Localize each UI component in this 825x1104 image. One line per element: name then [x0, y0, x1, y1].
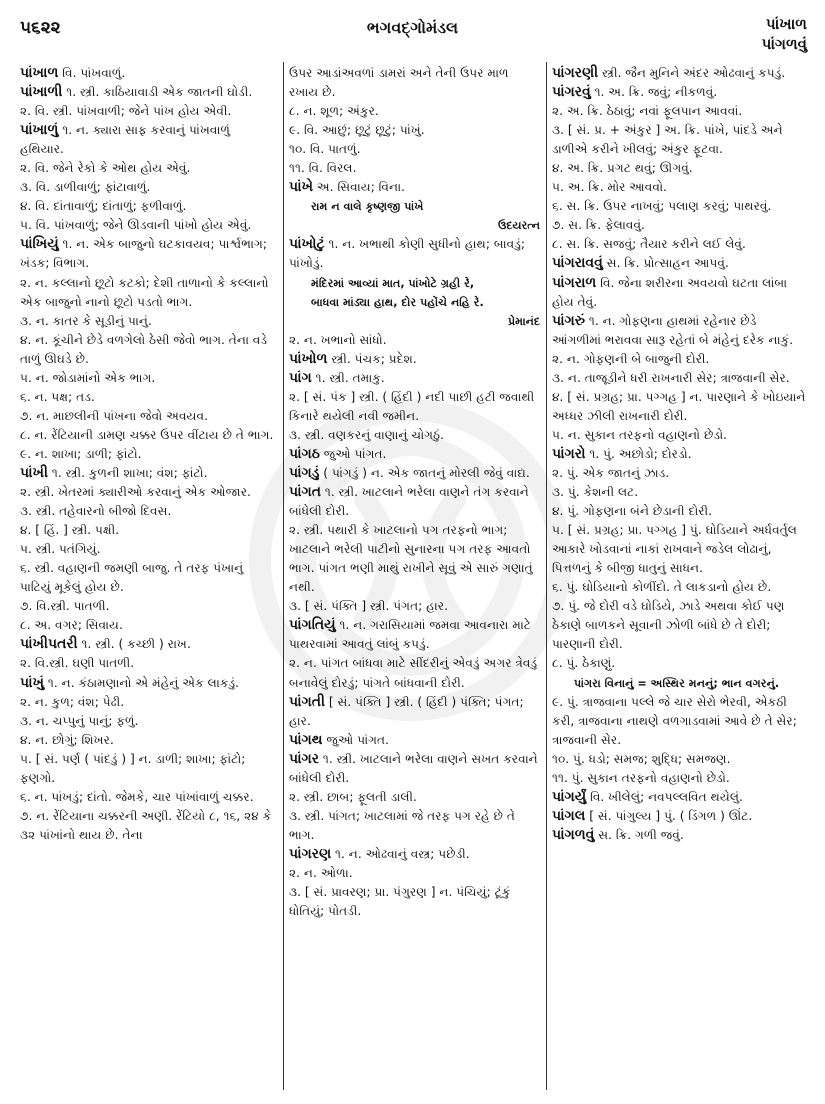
sense-line: ૨. વિ. જેને રેકો કે ઓથ હોય એવું.: [20, 161, 191, 176]
headword: પાંગથ: [289, 731, 323, 748]
definition-text: વિ. જેના શરીરના અવયવો ઘટતા લાંબા હોય તેવું.: [552, 275, 788, 309]
sense-line: ૫. [ સં. પ્રગ્રહ; પ્રા. પગ્ગહ ] પું. ઘોડિયાને અર્ધવર્તુલ આકારે ખોડવાનાં નાકાં રાખવાને જડેલ લોઢાનું, પિત્તળનું કે બીજી ધાતુનું સાધન.: [552, 523, 797, 576]
definition-text: ૧. ન. કંઠામણાનો એ મંહેનું એક લાકડું.: [44, 675, 240, 690]
headword: પાંગરણી: [552, 65, 599, 81]
definition-text: વિ. ખીલેલું; નવપલ્લવિત થયેલું.: [586, 789, 743, 804]
sense-line: ઉપર આડાંઅવળાં ડામરાં અને તેની ઉપર માળ રખાય છે.: [289, 66, 509, 100]
sense-line: ૯. ન. શાખા; ડાળી; ફાંટો.: [20, 446, 142, 461]
definition-text: ૧. પું. અછોડો; દોરડો.: [585, 446, 692, 461]
dictionary-entry: [552, 64, 808, 83]
definition-text: ૧. અ. ક્રિ. જવું; નીકળવું.: [590, 85, 718, 100]
sense-line: ૭. ન. રેંટિયાના ચક્કરની અણી. રેંટિયો ૮, ૧૬, ૨૪ કે ૩૨ પાંખાંનો થાય છે. તેના: [20, 808, 272, 842]
column-divider-left: [283, 62, 284, 1090]
dictionary-entry: [552, 254, 808, 273]
running-title: ભગવદ્ગોમંડલ: [366, 18, 459, 37]
dictionary-entry: [552, 312, 808, 350]
headword: પાંગડું: [289, 464, 320, 481]
headword: પાંગર: [289, 750, 319, 767]
headword: પાંગઠ: [289, 445, 320, 462]
sense-line: ૫. [ સં. પર્ણ ( પાંદડું ) ] ન. ડાળી; શાખા; ફાંટો; ફણગો.: [20, 751, 246, 785]
dictionary-entry: [20, 64, 277, 83]
dictionary-entry: [289, 445, 540, 464]
dictionary-entry: [552, 788, 808, 807]
sense-line: ૮. ન. રેંટિયાની ડામણ ચક્કર ઉપર વીંટાય છે તે ભાગ.: [20, 427, 274, 442]
definition-text: ૧. ન. ક્યારા સાફ કરવાનું પાંખવાળું હથિયાર.: [20, 123, 231, 157]
sense-line: ૮. અ. વગર; સિવાય.: [20, 618, 123, 633]
definition-text: [ સં. પાંગુલ્ય ] પું. ( ડિંગળ ) ઊંટ.: [585, 808, 753, 823]
definition-text: ૧. સ્ત્રી. ખાટલાને ભરેલા વાણને સખત કરવાને બાંધેલી દોરી.: [289, 751, 538, 785]
sense-line: ૪. ન. કૂંચીને છેડે વળગેલો ઠેસી જેવો ભાગ. તેના વડે તાળું ઊઘડે છે.: [20, 332, 268, 366]
dictionary-entry: [552, 274, 808, 312]
definition-text: અ. સિવાય; વિના.: [313, 180, 405, 195]
dictionary-entry: [552, 826, 808, 845]
example-quotation: [289, 274, 540, 293]
definition-text: ૧. સ્ત્રી. કાઠિયાવાડી એક જાતની ઘોડી.: [62, 85, 253, 100]
sense-line: ૫. ન. સુકાન તરફનો વહાણનો છેડો.: [552, 427, 727, 442]
dictionary-column-3: [552, 64, 808, 1094]
definition-text: ૧. સ્ત્રી. તમાકુ.: [311, 370, 385, 385]
headword: પાંગરાવવું: [552, 255, 603, 272]
definition-text: ૧. ન. ઓઢવાનું વસ્ત્ર; પછેડી.: [331, 846, 470, 861]
definition-text: સ. ક્રિ. ગળી જવું.: [594, 827, 684, 842]
dictionary-entry: [20, 464, 277, 483]
sense-line: ૩. સ્ત્રી. વણકરનું વાણાનું ચોગઠું.: [289, 427, 444, 442]
sense-line: ૨. વિ. સ્ત્રી. પાંખવાળી; જેને પાંખ હોય એવી.: [20, 104, 232, 119]
definition-text: ૧. ન. ખભાથી કોણી સુધીનો હાથ; બાવડું; પાંખોડું.: [289, 237, 526, 271]
sense-line: ૧૦. વિ. પાતળું.: [289, 142, 361, 157]
sense-line: ૨. સ્ત્રી. ખેતરમાં ક્યારીઓ કરવાનું એક ઓજાર.: [20, 485, 251, 500]
quotation-line: મંદિરમાં આવ્યાં માત, પાંખોટે ગ્રહી રે,: [311, 276, 475, 290]
sense-line: ૩. સ્ત્રી. તહેવારનો બીજો દિવસ.: [20, 504, 172, 519]
sense-line: ૨. પું. એક જાતનું ઝાડ.: [552, 465, 670, 480]
headword: પાંખાળ: [20, 65, 59, 81]
sense-line: ૭. વિ.સ્ત્રી. પાતળી.: [20, 599, 110, 614]
sense-line: ૧૧. વિ. વિરલ.: [289, 161, 357, 176]
sense-line: ૬. ન. પાંખડું; દાંતો. જેમકે, ચાર પાંખાંવાળું ચક્કર.: [20, 789, 254, 804]
dictionary-entry: [552, 807, 808, 826]
dictionary-entry: [289, 235, 540, 273]
sense-line: ૬. ન. પક્ષ; તડ.: [20, 389, 95, 404]
definition-text: ૧. ન. ગોફણના હાથમાં રહેનાર છેડે આંગળીમાં ભરાવવા સારૂ રહેતાં બે મંહેનું દરેક નાકું.: [552, 313, 794, 347]
sense-line: ૭. સ. ક્રિ. ફેલાવવું.: [552, 218, 645, 233]
sense-line: ૨. અ. ક્રિ. ઠેઠાવું; નવાં ફૂલપાન આવવાં.: [552, 104, 743, 119]
dictionary-entry: [289, 369, 540, 388]
headword: પાંખોટું: [289, 236, 325, 253]
sense-line: ૨. ન. કુળ; વંશ; પેઢી.: [20, 694, 125, 709]
quotation-line: પાંગરા વિનાનું = અસ્થિર મનનું; ભાન વગરનું.: [574, 676, 780, 690]
sense-line: ૫. ન. જોડામાંનો એક ભાગ.: [20, 370, 156, 385]
headword: પાંખું: [20, 674, 45, 691]
headword: પાંગરાળ: [552, 274, 597, 291]
dictionary-entry: [20, 235, 277, 273]
definition-text: ૧. સ્ત્રી. ખાટલાને ભરેલા વાણને તંગ કરવાને બાંધેલી દોરી.: [289, 485, 529, 519]
sense-line: ૬. સ. ક્રિ. ઉપર નાખવું; પલાણ કરવું; પાથરવું.: [552, 199, 772, 214]
sense-line: ૧૧. પું. સુકાન તરફનો વહાણનો છેડો.: [552, 770, 730, 785]
sense-line: ૨. ન. ગોફણની બે બાજુની દોરી.: [552, 351, 710, 366]
quotation-source: ઉદયરત્ન: [498, 219, 540, 233]
definition-text: જુઓ પાંગત.: [319, 446, 387, 461]
guide-word-last: પાંગળવું: [761, 35, 807, 53]
dictionary-entry: [289, 464, 540, 483]
headword: પાંખી: [20, 464, 49, 481]
sense-line: ૮. ન. શૂળ; અંકુર.: [289, 104, 379, 119]
definition-text: સ. ક્રિ. પ્રોત્સાહન આપવું.: [602, 256, 729, 271]
guide-word-first: પાંખાળ: [765, 15, 807, 33]
headword: પાંગત: [289, 484, 322, 501]
sense-line: ૮. સ. ક્રિ. સજવું; તૈયાર કરીને લઈ લેવું.: [552, 237, 746, 252]
example-quotation: [289, 197, 540, 235]
sense-line: ૫. અ. ક્રિ. મોર આવવો.: [552, 180, 667, 195]
headword: પાંખિયું: [20, 236, 59, 253]
definition-text: ૧. ન. એક બાજુનો ઘટકાવયવ; પાર્શ્વભાગ; ખંડક; વિભાગ.: [20, 237, 268, 271]
headword: પાંખોળ: [289, 350, 328, 367]
definition-text: વિ. પાંખવાળું.: [58, 66, 126, 80]
dictionary-entry: [289, 693, 540, 731]
headword: પાંખાળી: [20, 84, 63, 101]
sense-line: ૩. ન. કાતર કે સૂડીનું પાનું.: [20, 313, 152, 328]
sense-line: ૧૦. પું. ધડો; સમજ; શુદ્ધિ; સમજણ.: [552, 751, 731, 766]
sense-line: ૨. સ્ત્રી. છાબ; ફૂલતી ડાલી.: [289, 789, 417, 804]
sense-line: ૩. ન. ચપ્પુનું પાનું; ફળું.: [20, 713, 139, 728]
sense-line: ૪. પું. ગોફણના બંને છેડાની દોરી.: [552, 504, 712, 519]
dictionary-column-2: [289, 64, 540, 1094]
sense-line: ૪. વિ. દાંતાવાળું; દાંતાળું; ફળીવાળું.: [20, 199, 187, 214]
dictionary-entry: [20, 635, 277, 654]
sense-line: ૫. સ્ત્રી. પતંગિયું.: [20, 542, 101, 557]
sense-line: ૭. પું. જે દોરી વડે ઘોડિયે, ઝાડે અથવા કોઈ પણ ઠેકાણે બાળકને સૂવાની ઝોળી બાંધે છે તે દોરી; પારણાની દોરી.: [552, 599, 785, 652]
definition-text: સ્ત્રી. પંચક; પ્રદેશ.: [327, 351, 417, 366]
headword: પાંગ: [289, 369, 312, 386]
example-quotation: [552, 674, 808, 693]
dictionary-entry: [289, 845, 540, 864]
headword: પાંખાળું: [20, 122, 59, 139]
headword: પાંગરું: [552, 312, 585, 329]
dictionary-entry: [552, 83, 808, 102]
sense-line: ૨. ન. પાંગત બાંધવા માટે સીંદરીનું એવડું અગર ત્રેવડું બનાવેલું દોરડું; પાંગતે બાંધવાની દોરી.: [289, 656, 538, 690]
definition-text: સ્ત્રી. જૈન મુનિને અંદર ઓઢવાનું કપડું.: [598, 66, 786, 80]
sense-line: ૯. પું. ત્રાજવાના પલ્લે જે ચાર સેરો ભેરવી, એકઠી કરી, ત્રાજવાના નાથણે વળગાડવામાં આવે છે તે સેર; ત્રાજવાની સેર.: [552, 694, 797, 747]
sense-line: ૩. [ સં. પ્રાવરણ; પ્રા. પંગુરણ ] ન. પંચિયું; ટૂંકું ધોતિયું; પોતડી.: [289, 885, 511, 919]
sense-line: ૪. [ હિં. ] સ્ત્રી. પક્ષી.: [20, 523, 120, 538]
quotation-source: પ્રેમાનંદ: [508, 314, 540, 328]
sense-line: ૨. વિ.સ્ત્રી. ઘણી પાતળી.: [20, 656, 135, 671]
dictionary-entry: [20, 674, 277, 693]
guide-words: [762, 14, 807, 54]
sense-line: ૯. વિ. આછું; છૂટું છૂટું; પાંખું.: [289, 123, 425, 138]
sense-line: ૨. સ્ત્રી. પથારી કે ખાટલાનો પગ તરફનો ભાગ; ખાટલાને ભરેલી પાટીનો સુનારના પગ તરફ આવતો ભાગ. પાંગત ભણી માથું રાખીને સૂવું એ સારું ગણાતું નથી.: [289, 523, 533, 595]
sense-line: ૩. સ્ત્રી. પાંગત; ખાટલામાં જે તરફ પગ રહે છે તે ભાગ.: [289, 808, 515, 842]
dictionary-entry: [289, 616, 540, 654]
sense-line: ૩. પું. કેશની લટ.: [552, 485, 639, 500]
dictionary-entry: [289, 350, 540, 369]
headword: પાંગળવું: [552, 826, 595, 843]
sense-line: ૩. ન. તાજૂડીને ધરી રાખનારી સેર; ત્રાજવાની સેર.: [552, 370, 790, 385]
sense-line: ૭. ન. માછલીની પાંખના જેવો અવયવ.: [20, 408, 208, 423]
dictionary-column-1: [20, 64, 277, 1094]
headword: પાંગરો: [552, 445, 586, 462]
sense-line: ૪. [ સં. પ્રગ્રહ; પ્રા. પગ્ગહ ] ન. પારણાને કે ખોઇયાને અધ્ધર ઝીલી રાખનારી દોરી.: [552, 389, 806, 423]
headword: પાંખીપતરી: [20, 636, 78, 653]
headword: પાંગરણ: [289, 845, 332, 862]
definition-text: જુઓ પાંગત.: [322, 732, 390, 747]
headword: પાંખે: [289, 179, 314, 196]
dictionary-entry: [20, 83, 277, 102]
headword: પાંગર્યું: [552, 788, 587, 805]
definition-text: ૧. સ્ત્રી. કુળની શાખા; વંશ; ફાંટો.: [48, 465, 208, 480]
dictionary-entry: [552, 445, 808, 464]
dictionary-entry: [289, 750, 540, 788]
headword: પાંગતી: [289, 693, 326, 710]
column-divider-right: [546, 62, 547, 1090]
page-header: [0, 0, 825, 60]
dictionary-entry: [289, 483, 540, 521]
headword: પાંગલ: [552, 807, 586, 824]
sense-line: ૩. [ સં. પંક્તિ ] સ્ત્રી. પંગત; હાર.: [289, 599, 448, 614]
sense-line: ૫. વિ. પાંખવાળું; જેને ઊડવાની પાંખો હોય એવું.: [20, 218, 252, 233]
sense-line: ૩. [ સં. પ્ર. + અંકુર ] અ. ક્રિ. પાંખે, પાંદડે અને ડાળીએ કરીને ખીલવું; અંકુર ફૂટવા.: [552, 123, 783, 157]
headword: પાંગતિયું: [289, 617, 336, 634]
dictionary-entry: [20, 121, 277, 159]
example-quotation: [289, 293, 540, 331]
dictionary-entry: [289, 731, 540, 750]
dictionary-entry: [289, 178, 540, 197]
definition-text: [ સં. પંક્તિ ] સ્ત્રી. ( હિંદી ) પંક્તિ; પંગત; હાર.: [289, 694, 524, 728]
sense-line: ૨. ન. ખભાનો સાંધો.: [289, 332, 387, 347]
quotation-line: બાધવા માંડ્યા હાથ, દોર પહોંચે નહિ રે.: [311, 295, 484, 309]
definition-text: ૧. સ્ત્રી. ( કચ્છી ) રાખ.: [77, 637, 191, 652]
sense-line: ૮. પું. ઠેકાણું.: [552, 656, 616, 671]
definition-text: ( પાંગડું ) ન. એક જાતનું મોરલી જેવું વાદ્ય.: [319, 465, 530, 480]
sense-line: ૪. અ. ક્રિ. પ્રગટ થવું; ઊગવું.: [552, 161, 693, 176]
sense-line: ૬. સ્ત્રી. વહાણની જમણી બાજુ. તે તરફ પંખાનું પાટિયું મૂકેલું હોય છે.: [20, 561, 244, 595]
definition-text: ૧. ન. ગરાસિયામાં જમવા આવનારા માટે પાથરવામાં આવતું લાંબું કપડું.: [289, 618, 531, 652]
sense-line: ૬. પું. ઘોડિયાનો કોળીંદો. તે લાકડાનો હોય છે.: [552, 580, 772, 595]
sense-line: ૨. ન. ઓળા.: [289, 865, 353, 880]
sense-line: ૨. [ સં. પંક ] સ્ત્રી. ( હિંદી ) નદી પાછી હટી જવાથી કિનારે થયેલી નવી જમીન.: [289, 389, 535, 423]
sense-line: ૩. વિ. ડાળીવાળું; ફાંટાવાળું.: [20, 180, 151, 195]
sense-line: ૪. ન. છોગું; શિખર.: [20, 732, 114, 747]
headword: પાંગરવું: [552, 84, 591, 101]
sense-line: ૨. ન. કલ્લાનો છૂટો કટકો; દેશી તાળાનો કે કલ્લાનો એક બાજુનો નાનો છૂટો પડતો ભાગ.: [20, 275, 269, 309]
quotation-line: રામ ન વાલે કૃષ્ણજી પાંખે: [311, 200, 424, 214]
page-number: ૫૬૨૨: [20, 18, 61, 38]
